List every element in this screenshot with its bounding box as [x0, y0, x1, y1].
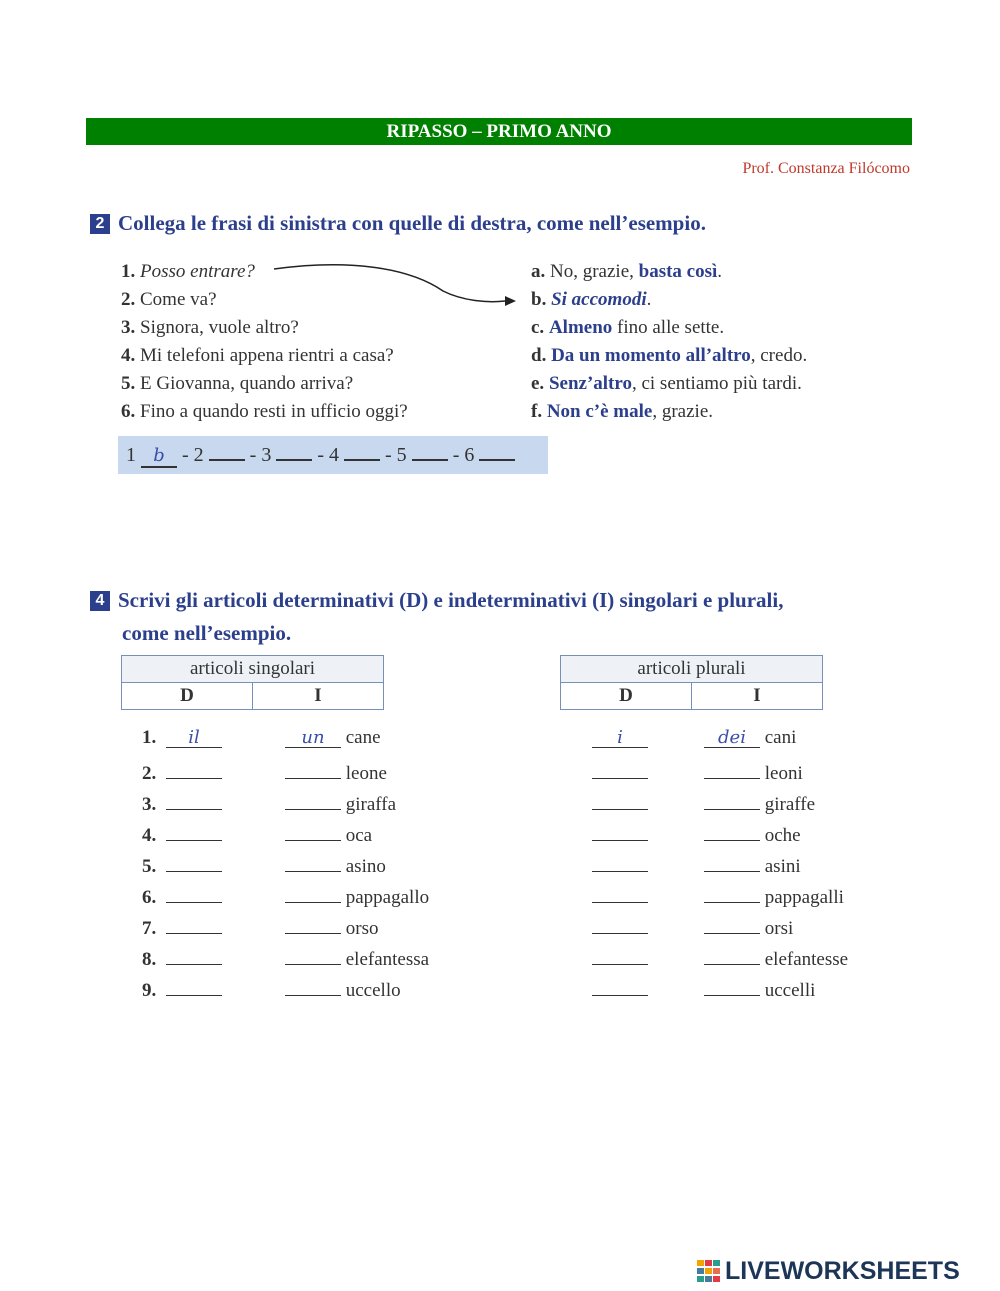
singular-d-input[interactable]: [166, 789, 222, 810]
plural-i-input[interactable]: [704, 882, 760, 903]
logo-text: LIVEWORKSHEETS: [725, 1257, 960, 1285]
right-sentence-post: , ci sentiamo più tardi.: [631, 373, 802, 394]
singular-d-input[interactable]: [166, 913, 222, 934]
left-sentence-number: 3.: [121, 317, 136, 338]
left-sentence-text: Come va?: [140, 289, 217, 310]
exercise-4-instruction-line2: come nell’esempio.: [122, 621, 292, 645]
right-sentence-post: .: [717, 261, 723, 282]
right-sentence-f: [531, 401, 713, 423]
right-sentence-letter: f.: [531, 401, 543, 422]
exercise-4: [88, 585, 885, 1005]
right-sentence-letter: a.: [531, 261, 546, 282]
singular-d-input[interactable]: [166, 944, 222, 965]
exercise-2-instruction: Collega le frasi di sinistra con quelle di destra, come nell’esempio.: [118, 211, 706, 235]
singular-i-header: I: [253, 683, 384, 710]
row-number: 4.: [142, 825, 157, 846]
left-sentence-text: E Giovanna, quando arriva?: [140, 373, 354, 394]
right-sentence-key: Si accomodi: [551, 289, 647, 310]
plural-d-header: D: [561, 683, 692, 710]
exercise-2: [88, 193, 863, 498]
singular-i-input[interactable]: [285, 820, 341, 841]
right-sentence-key: Non c’è male: [546, 401, 653, 422]
singular-noun: elefantessa: [345, 949, 430, 970]
left-sentence-6: [121, 401, 408, 423]
singular-d-input[interactable]: il: [166, 727, 222, 748]
left-sentence-1: [121, 261, 255, 283]
singular-table-header: articoli singolari: [122, 656, 384, 683]
left-sentence-number: 4.: [121, 345, 136, 366]
left-sentence-4: [121, 345, 394, 367]
plural-d-input[interactable]: i: [592, 727, 648, 748]
plural-d-input[interactable]: [592, 882, 648, 903]
row-number: 2.: [142, 763, 157, 784]
singular-d-input[interactable]: [166, 975, 222, 996]
left-sentence-text: Mi telefoni appena rientri a casa?: [140, 345, 394, 366]
plural-d-input[interactable]: [592, 944, 648, 965]
row-number: 7.: [142, 918, 157, 939]
right-sentence-key: Senz’altro: [548, 373, 632, 394]
singular-i-input[interactable]: un: [285, 727, 341, 748]
plural-d-input[interactable]: [592, 851, 648, 872]
singular-noun: leone: [345, 763, 387, 784]
plural-i-input[interactable]: [704, 913, 760, 934]
singular-noun: giraffa: [345, 794, 397, 815]
answer-label-3: - 3: [249, 444, 272, 466]
row-number: 3.: [142, 794, 157, 815]
right-sentence-letter: e.: [531, 373, 545, 394]
answer-label-6: - 6: [452, 444, 475, 466]
singular-d-input[interactable]: [166, 758, 222, 779]
singular-noun: uccello: [345, 980, 401, 1001]
row-number: 1.: [142, 727, 157, 748]
plural-d-input[interactable]: [592, 820, 648, 841]
singular-i-input[interactable]: [285, 851, 341, 872]
exercise-4-instruction-line1: Scrivi gli articoli determinativi (D) e indeterminativi (I) singolari e plurali,: [118, 588, 784, 612]
right-sentence-letter: c.: [531, 317, 545, 338]
right-sentence-e: [531, 373, 802, 395]
singular-noun: asino: [345, 856, 386, 877]
plural-noun: giraffe: [764, 794, 816, 815]
singular-i-input[interactable]: [285, 789, 341, 810]
left-sentence-number: 6.: [121, 401, 136, 422]
plural-table-header: articoli plurali: [561, 656, 823, 683]
left-sentence-text: Posso entrare?: [140, 261, 255, 282]
plural-articles-table: [560, 655, 823, 710]
exercise-2-title: [90, 211, 706, 236]
singular-noun: pappagallo: [345, 887, 430, 908]
example-arrow-icon: [258, 263, 518, 313]
singular-noun: cane: [345, 727, 381, 748]
answer-label-1: 1: [126, 444, 136, 466]
answer-label-5: - 5: [385, 444, 407, 466]
right-sentence-b: [531, 289, 651, 311]
right-sentence-key: Almeno: [548, 317, 613, 338]
answer-label-4: - 4: [317, 444, 340, 466]
right-sentence-pre: No, grazie,: [550, 261, 639, 282]
answer-bar: [118, 436, 548, 474]
plural-noun: leoni: [764, 763, 803, 784]
plural-i-input[interactable]: [704, 789, 760, 810]
exercise-4-title: [90, 585, 783, 651]
singular-d-input[interactable]: [166, 851, 222, 872]
right-sentence-post: , grazie.: [652, 401, 714, 422]
plural-noun: uccelli: [764, 980, 816, 1001]
singular-i-input[interactable]: [285, 758, 341, 779]
row-number: 6.: [142, 887, 157, 908]
answer-input-2[interactable]: [209, 459, 245, 461]
singular-i-input[interactable]: [285, 882, 341, 903]
left-sentence-3: [121, 317, 299, 339]
left-sentence-number: 1.: [121, 261, 136, 282]
answer-input-4[interactable]: [344, 459, 380, 461]
left-sentence-text: Signora, vuole altro?: [140, 317, 299, 338]
row-number: 8.: [142, 949, 157, 970]
plural-noun: elefantesse: [764, 949, 849, 970]
singular-d-header: D: [122, 683, 253, 710]
exercise-number-badge: 4: [90, 591, 110, 611]
plural-i-header: I: [692, 683, 823, 710]
singular-d-input[interactable]: [166, 882, 222, 903]
answer-input-5[interactable]: [412, 459, 448, 461]
right-sentence-key: basta così: [638, 261, 718, 282]
right-sentence-post: .: [646, 289, 652, 310]
right-sentence-a: [531, 261, 722, 283]
author-name: Prof. Constanza Filócomo: [742, 160, 910, 177]
right-sentence-c: [531, 317, 724, 339]
answer-input-6[interactable]: [479, 459, 515, 461]
plural-noun: orsi: [764, 918, 794, 939]
left-sentence-number: 2.: [121, 289, 136, 310]
left-sentence-5: [121, 373, 353, 395]
right-sentence-post: , credo.: [750, 345, 808, 366]
right-sentence-key: Da un momento all’altro: [551, 345, 751, 366]
plural-noun: oche: [764, 825, 801, 846]
plural-d-input[interactable]: [592, 975, 648, 996]
right-sentence-letter: d.: [531, 345, 547, 366]
row-number: 5.: [142, 856, 157, 877]
singular-i-input[interactable]: [285, 913, 341, 934]
singular-d-input[interactable]: [166, 820, 222, 841]
plural-d-input[interactable]: [592, 758, 648, 779]
plural-noun: asini: [764, 856, 801, 877]
worksheet-banner: RIPASSO – PRIMO ANNO: [86, 118, 912, 145]
singular-articles-table: [121, 655, 384, 710]
plural-i-input[interactable]: [704, 975, 760, 996]
plural-d-input[interactable]: [592, 913, 648, 934]
plural-i-input[interactable]: [704, 851, 760, 872]
plural-i-input[interactable]: [704, 944, 760, 965]
left-sentence-number: 5.: [121, 373, 136, 394]
plural-i-input[interactable]: [704, 758, 760, 779]
left-sentence-2: [121, 289, 217, 311]
answer-label-2: - 2: [182, 444, 204, 466]
plural-d-input[interactable]: [592, 789, 648, 810]
singular-i-input[interactable]: [285, 975, 341, 996]
singular-noun: orso: [345, 918, 379, 939]
plural-i-input[interactable]: [704, 820, 760, 841]
singular-i-input[interactable]: [285, 944, 341, 965]
answer-input-3[interactable]: [276, 459, 312, 461]
plural-noun: pappagalli: [764, 887, 844, 908]
answer-input-1[interactable]: b: [141, 446, 177, 468]
liveworksheets-logo-icon: [697, 1260, 721, 1282]
exercise-number-badge: 2: [90, 214, 110, 234]
right-sentence-post: fino alle sette.: [612, 317, 725, 338]
right-sentence-d: [531, 345, 807, 367]
plural-i-input[interactable]: dei: [704, 727, 760, 748]
row-number: 9.: [142, 980, 157, 1001]
plural-noun: cani: [764, 727, 797, 748]
right-sentence-letter: b.: [531, 289, 547, 310]
left-sentence-text: Fino a quando resti in ufficio oggi?: [140, 401, 408, 422]
singular-noun: oca: [345, 825, 373, 846]
